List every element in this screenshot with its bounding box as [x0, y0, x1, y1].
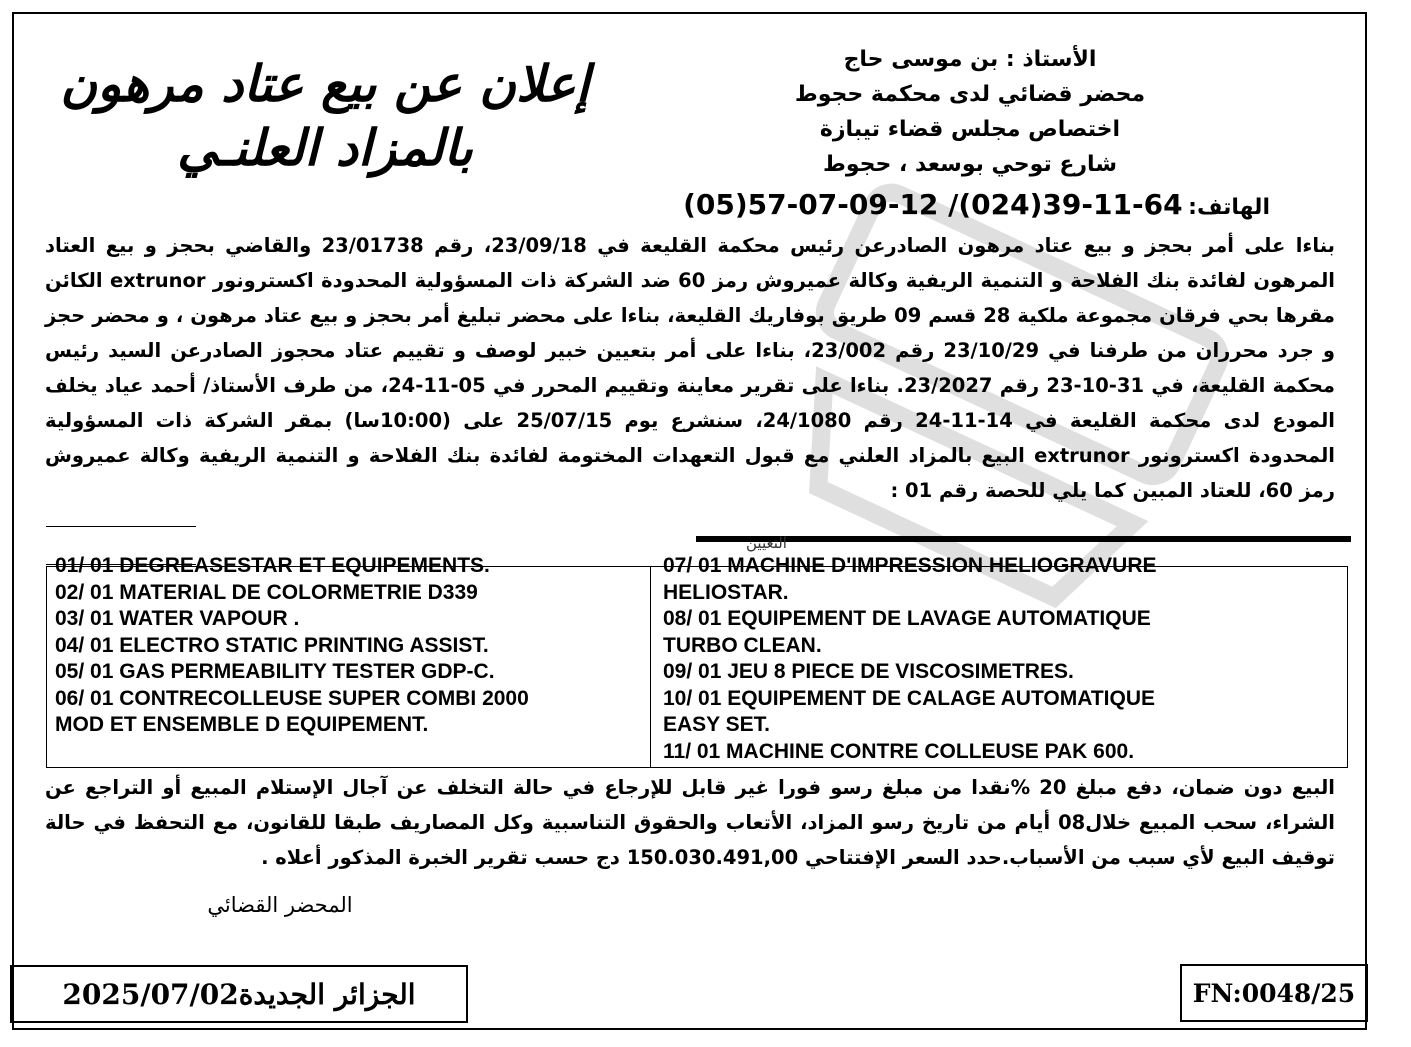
bailiff-address: شارع توحي بوسعد ، حجوط [823, 152, 1117, 177]
equipment-column-left [47, 554, 651, 767]
equipment-column-right [651, 554, 1347, 767]
list-item: 06/ 01 CONTRECOLLEUSE SUPER COMBI 2000 [55, 686, 529, 710]
reference-number: FN:0048/25 [1180, 964, 1368, 1022]
list-item: 03/ 01 WATER VAPOUR . [55, 607, 300, 630]
bailiff-jurisdiction: اختصاص مجلس قضاء تيبازة [819, 117, 1121, 142]
table-rule-top [46, 526, 196, 527]
list-item: EASY SET. [663, 713, 770, 736]
title-line-1: إعلان عن بيع عتاد مرهون [60, 54, 590, 113]
newspaper-stamp: الجزائر الجديدة2025/07/02 [10, 965, 468, 1023]
announcement-body: بناءا على أمر بحجز و بيع عتاد مرهون الصادرعن رئيس محكمة القليعة في 23/09/18، رقم 23/01738 والقاضي بحجز و بيع العتاد المرهون لفائدة بنك الفلاحة و التنمية الريفية وكالة عميروش رمز 60 ضد الشركة ذات المسؤولية المحدودة اكسترونور extrunor الكائن مقرها بحي فرقان مجموعة ملكية 28 قسم 09 طريق بوفاريك القليعة، بناءا على محضر تبليغ أمر بحجز و بيع عتاد مرهون ، و محضر حجز و جرد محرران من طرفنا في 23/10/29 رقم 23/002، بناءا على أمر بتعيين خبير لوصف و تقييم عتاد محجوز الصادرعن السيد رئيس محكمة القليعة، في 31-10-23 رقم 23/2027. بناءا على تقرير معاينة وتقييم المحرر في 05-11-24، من طرف الأستاذ/ أحمد عياد يخلف المودع لدى محكمة القليعة في 14-11-24 رقم 24/1080، سنشرع يوم 25/07/15 على (10:00سا) بمقر الشركة ذات المسؤولية المحدودة اكسترونور extrunor البيع بالمزاد العلني مع قبول التعهدات المختومة لفائدة بنك الفلاحة و التنمية الريفية وكالة عميروش رمز 60، للعتاد المبين كما يلي للحصة رقم 01 : [45, 234, 1336, 502]
list-item: 01/ 01 DEGREASESTAR ET EQUIPEMENTS. [55, 554, 490, 577]
equipment-table [46, 554, 1348, 768]
list-item: MOD ET ENSEMBLE D EQUIPEMENT. [55, 713, 429, 736]
list-item: 09/ 01 JEU 8 PIECE DE VISCOSIMETRES. [663, 660, 1074, 683]
phone-label: الهاتف: [1188, 195, 1270, 220]
sale-conditions: البيع دون ضمان، دفع مبلغ 20 %نقدا من مبلغ رسو فورا غير قابل للإرجاع في حالة التخلف عن آجال الإستلام المبيع أو التراجع عن الشراء، سحب المبيع خلال08 أيام من تاريخ رسو المزاد، الأتعاب والحقوق التناسبية وكل المصاريف طبقا للقانون، مع التحفظ في حالة توقيف البيع لأي سبب من الأسباب.حدد السعر الإفتتاحي 150.030.491,00 دج حسب تقرير الخبرة المذكور أعلاه . [45, 776, 1335, 869]
phone-line [670, 188, 1270, 221]
bailiff-court: محضر قضائي لدى محكمة حجوط [794, 82, 1146, 107]
phone-numbers: (05)57-07-09-12 /(024)39-11-64 [683, 188, 1183, 221]
title-line-2: بالمزاد العلنـي [177, 118, 473, 177]
table-header-bar [696, 536, 1351, 542]
list-item: 11/ 01 MACHINE CONTRE COLLEUSE PAK 600. [663, 739, 1135, 763]
table-header-label: التعيين [746, 534, 787, 552]
list-item: TURBO CLEAN. [663, 633, 822, 657]
bailiff-header [760, 42, 1180, 182]
list-item: 08/ 01 EQUIPEMENT DE LAVAGE AUTOMATIQUE [663, 607, 1151, 630]
list-item: 07/ 01 MACHINE D'IMPRESSION HELIOGRAVURE [663, 554, 1157, 577]
bailiff-name: الأستاذ : بن موسى حاج [843, 47, 1097, 72]
list-item: HELIOSTAR. [663, 580, 789, 604]
list-item: 10/ 01 EQUIPEMENT DE CALAGE AUTOMATIQUE [663, 686, 1156, 710]
list-item: 02/ 01 MATERIAL DE COLORMETRIE D339 [55, 580, 478, 604]
list-item: 05/ 01 GAS PERMEABILITY TESTER GDP-C. [55, 660, 495, 683]
list-item: 04/ 01 ELECTRO STATIC PRINTING ASSIST. [55, 633, 489, 657]
announcement-title [40, 52, 610, 180]
signature: المحضر القضائي [207, 893, 353, 917]
